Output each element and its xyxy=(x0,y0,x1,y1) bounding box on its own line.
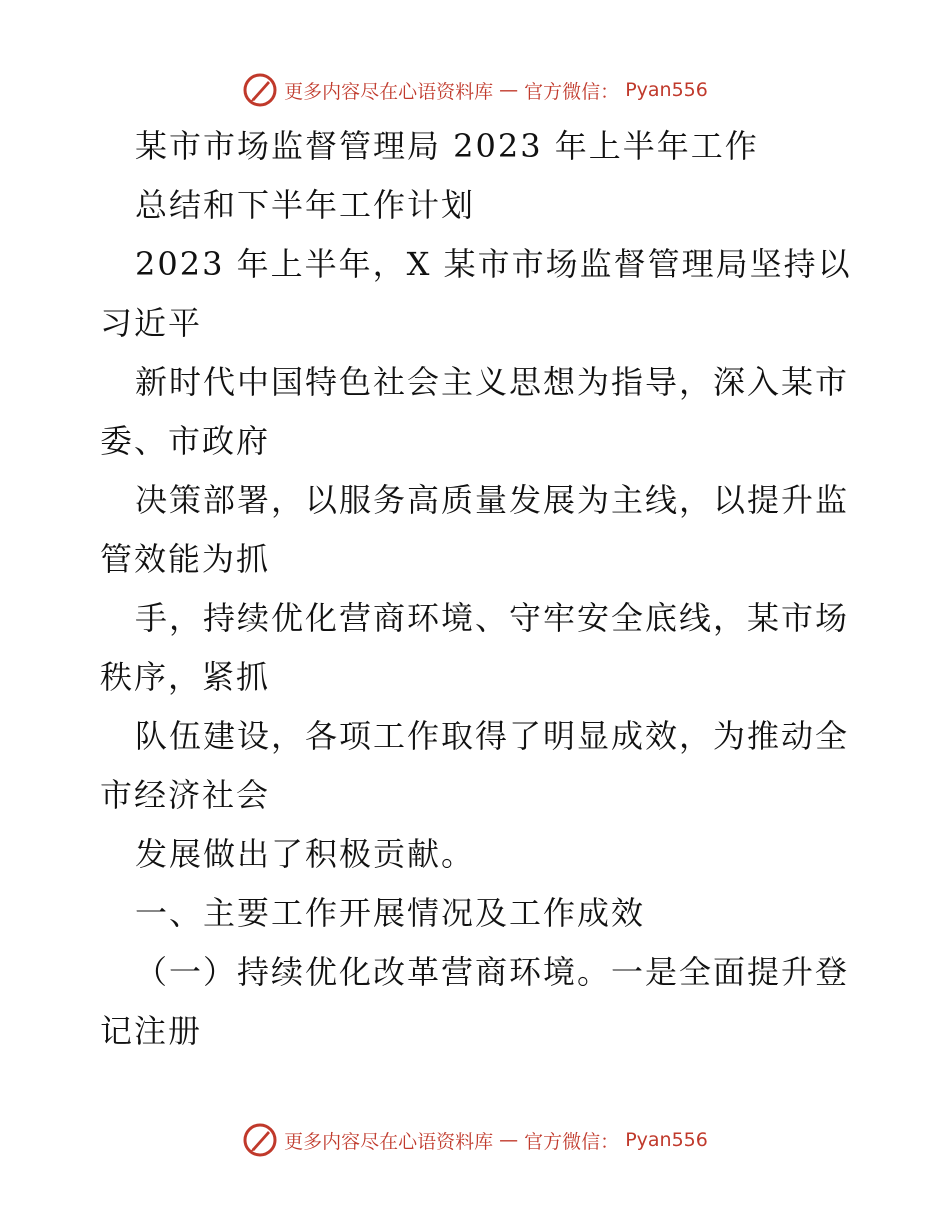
paragraph-line: 委、市政府 xyxy=(100,422,271,460)
document-title-line-2: 总结和下半年工作计划 xyxy=(135,186,476,224)
paragraph-line: 秩序，紧抓 xyxy=(100,658,271,696)
banner-text: 更多内容尽在心语资料库 xyxy=(284,1130,494,1153)
paragraph-line: 管效能为抓 xyxy=(100,540,271,578)
paragraph-line: 市经济社会 xyxy=(100,776,271,814)
section-heading: 一、主要工作开展情况及工作成效 xyxy=(135,894,646,932)
paragraph-line: 新时代中国特色社会主义思想为指导，深入某市 xyxy=(135,363,850,401)
paragraph-line: 2023 年上半年，X 某市市场监督管理局坚持以 xyxy=(135,245,852,283)
banner-text: 更多内容尽在心语资料库 xyxy=(284,80,494,103)
footer-banner xyxy=(0,1122,950,1158)
subsection-line: （一）持续优化改革营商环境。一是全面提升登 xyxy=(135,953,850,991)
paragraph-line: 队伍建设，各项工作取得了明显成效，为推动全 xyxy=(135,717,850,755)
banner-wechat-id: Pyan556 xyxy=(625,79,708,101)
paragraph-line: 手，持续优化营商环境、守牢安全底线，某市场 xyxy=(135,599,850,637)
paragraph-line: 习近平 xyxy=(100,304,203,342)
paragraph-line: 决策部署，以服务高质量发展为主线，以提升监 xyxy=(135,481,850,519)
document-title-line-1: 某市市场监督管理局 2023 年上半年工作 xyxy=(135,127,759,165)
banner-separator: — xyxy=(499,79,519,101)
paragraph-line: 记注册 xyxy=(100,1012,203,1050)
banner-wechat-label: 官方微信： xyxy=(524,1130,620,1153)
paragraph-line: 发展做出了积极贡献。 xyxy=(135,835,476,873)
quill-pen-icon xyxy=(242,1122,278,1158)
banner-wechat-id: Pyan556 xyxy=(625,1129,708,1151)
banner-wechat-label: 官方微信： xyxy=(524,80,620,103)
banner-separator: — xyxy=(499,1129,519,1151)
